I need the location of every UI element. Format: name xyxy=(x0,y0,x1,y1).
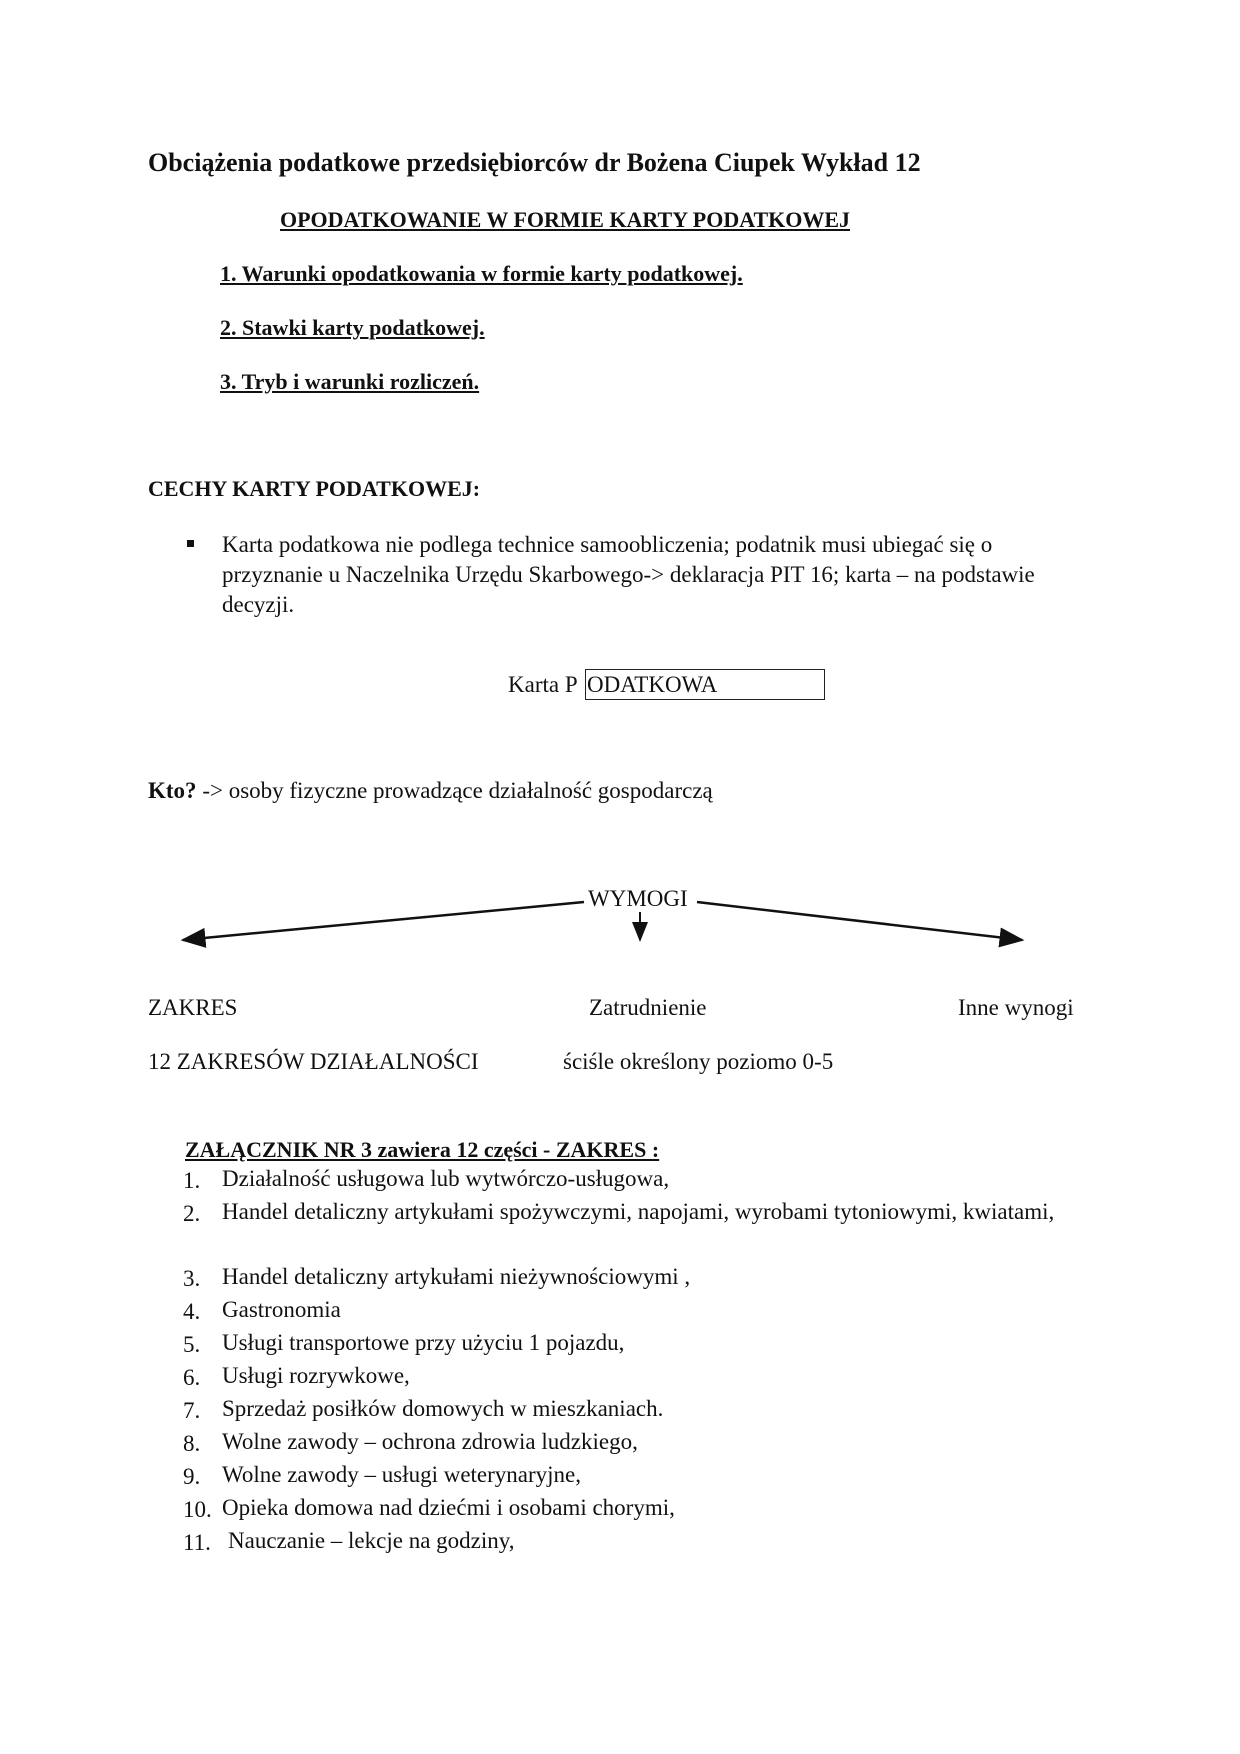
list-item-text: Usługi rozrywkowe, xyxy=(222,1363,410,1388)
features-heading: CECHY KARTY PODATKOWEJ: xyxy=(148,476,481,501)
topic-item: 1. Warunki opodatkowania w formie karty podatkowej. xyxy=(220,261,743,286)
diagram-right-label: Inne wynogi xyxy=(958,995,1074,1020)
diagram-middle-label: Zatrudnienie xyxy=(589,995,707,1020)
list-item-text: Nauczanie – lekcje na godziny, xyxy=(228,1528,515,1553)
list-item-number: 10. xyxy=(183,1497,212,1522)
karta-label: Karta P xyxy=(508,672,578,697)
who-label: Kto? xyxy=(148,778,197,803)
annex-heading: ZAŁĄCZNIK NR 3 zawiera 12 części - ZAKRES : xyxy=(185,1137,660,1162)
list-item-text: Handel detaliczny artykułami spożywczymi, napojami, wyrobami tytoniowymi, kwiatami, xyxy=(222,1199,1055,1224)
list-item-number: 8. xyxy=(183,1431,201,1456)
topic-item: 2. Stawki karty podatkowej. xyxy=(220,315,485,340)
diagram-left-detail: 12 ZAKRESÓW DZIAŁALNOŚCI xyxy=(148,1049,479,1074)
list-item-text: Wolne zawody – ochrona zdrowia ludzkiego, xyxy=(222,1429,638,1454)
main-heading: OPODATKOWANIE W FORMIE KARTY PODATKOWEJ xyxy=(280,207,851,232)
list-item-text: Usługi transportowe przy użyciu 1 pojazdu, xyxy=(222,1330,625,1355)
list-item-text: Gastronomia xyxy=(222,1297,341,1322)
list-item-text: Sprzedaż posiłków domowych w mieszkaniach. xyxy=(222,1396,664,1421)
list-item-number: 11. xyxy=(183,1530,211,1555)
list-item-number: 3. xyxy=(183,1266,201,1291)
list-item-number: 1. xyxy=(183,1168,201,1193)
list-item-number: 5. xyxy=(183,1332,201,1357)
list-item-number: 4. xyxy=(183,1299,201,1324)
document-title: Obciążenia podatkowe przedsiębiorców dr Bożena Ciupek Wykład 12 xyxy=(148,148,921,177)
list-item-text: Działalność usługowa lub wytwórczo-usługowa, xyxy=(222,1166,670,1191)
list-item-text: Handel detaliczny artykułami nieżywnościowymi , xyxy=(222,1264,691,1289)
arrow-left xyxy=(183,902,584,940)
list-item-number: 2. xyxy=(183,1201,201,1226)
diagram-middle-detail: ściśle określony poziomo 0-5 xyxy=(563,1049,834,1074)
diagram-root-label: WYMOGI xyxy=(588,886,688,911)
arrow-right xyxy=(697,902,1022,940)
karta-textbox: ODATKOWA xyxy=(585,669,825,700)
diagram-left-label: ZAKRES xyxy=(148,995,238,1020)
list-item-text: Wolne zawody – usługi weterynaryjne, xyxy=(222,1462,582,1487)
list-item-number: 6. xyxy=(183,1365,201,1390)
list-item-number: 7. xyxy=(183,1398,201,1423)
topic-item: 3. Tryb i warunki rozliczeń. xyxy=(220,369,480,394)
list-item-number: 9. xyxy=(183,1464,201,1489)
list-item-text: Opieka domowa nad dziećmi i osobami chorymi, xyxy=(222,1495,675,1520)
feature-bullet-text: Karta podatkowa nie podlega technice samoobliczenia; podatnik musi ubiegać się o przyznanie u Naczelnika Urzędu Skarbowego-> deklaracja PIT 16; karta – na podstawie decyzji. xyxy=(222,532,1035,617)
who-text: -> osoby fizyczne prowadzące działalność gospodarczą xyxy=(196,778,713,803)
